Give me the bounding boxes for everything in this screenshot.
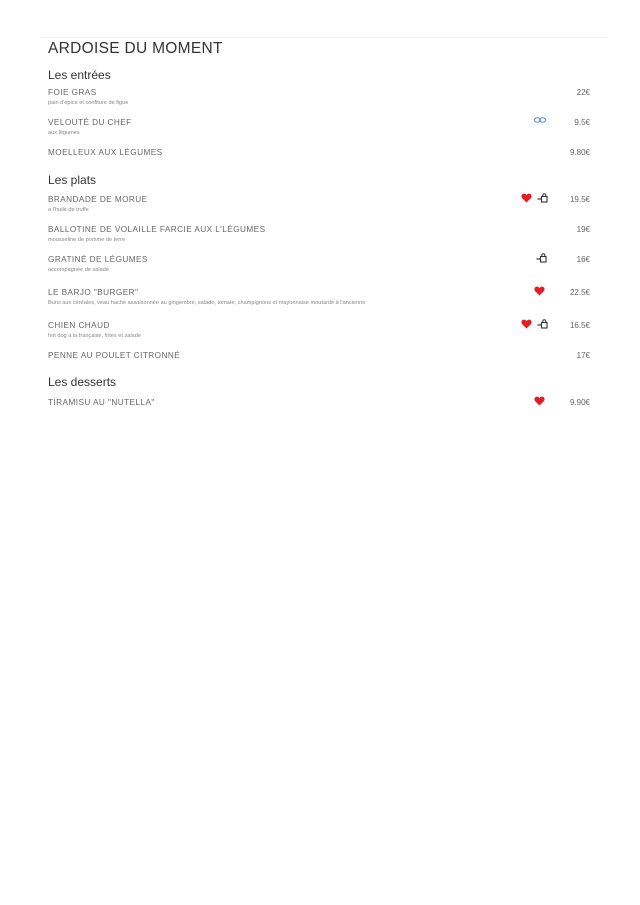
- page-title: ARDOISE DU MOMENT: [48, 40, 223, 57]
- item-name: FOIE GRAS: [48, 88, 97, 97]
- menu-item: [48, 118, 590, 142]
- section-heading-entrees: Les entrées: [48, 68, 111, 82]
- item-icons: [521, 319, 548, 329]
- item-price: 16€: [576, 255, 590, 264]
- item-name: GRATINÉ DE LÉGUMES: [48, 255, 148, 264]
- item-name: PENNE AU POULET CITRONNÉ: [48, 351, 181, 360]
- item-price: 9.5€: [574, 118, 590, 127]
- section-heading-plats: Les plats: [48, 173, 97, 187]
- heart-icon: [521, 319, 532, 329]
- menu-item: [48, 321, 590, 345]
- item-name: VELOUTÉ DU CHEF: [48, 118, 132, 127]
- heart-icon: [534, 286, 545, 296]
- item-price: 17€: [576, 351, 590, 360]
- item-description: mousseline de pomme de terre: [48, 237, 126, 243]
- item-price: 22.5€: [569, 288, 590, 297]
- menu-item: [48, 195, 590, 219]
- menu-item: [48, 148, 590, 172]
- item-icons: [521, 193, 548, 203]
- vegetarian-icon: [534, 116, 546, 124]
- item-description: a l'huile de truffe: [48, 207, 89, 213]
- takeaway-icon: [536, 253, 547, 263]
- item-price: 19€: [576, 225, 590, 234]
- item-name: BRANDADE DE MORUE: [48, 195, 148, 204]
- top-divider: [40, 37, 606, 38]
- item-icons: [534, 286, 545, 296]
- item-price: 9.90€: [569, 398, 590, 407]
- item-price: 16.5€: [569, 321, 590, 330]
- item-description: Buns aux céréales, veau haché assaisonnée au gingembre, salade, tomate, champignons et mayonnaise moutarde à l'ancienne: [48, 300, 366, 306]
- item-name: CHIEN CHAUD: [48, 321, 110, 330]
- menu-item: [48, 351, 590, 375]
- heart-icon: [521, 193, 532, 203]
- menu-item: [48, 398, 590, 422]
- item-icons: [534, 116, 546, 124]
- section-heading-desserts: Les desserts: [48, 375, 117, 389]
- takeaway-icon: [537, 319, 548, 329]
- item-description: pain d'épice et confiture de figue: [48, 100, 129, 106]
- item-icons: [534, 396, 545, 406]
- item-description: hot dog a la française, frites et salade: [48, 333, 141, 339]
- item-name: LE BARJO "BURGER": [48, 288, 139, 297]
- item-price: 22€: [576, 88, 590, 97]
- item-name: BALLOTINE DE VOLAILLE FARCIE AUX L'LÉGUMES: [48, 225, 266, 234]
- item-description: aux légumes: [48, 130, 80, 136]
- item-icons: [536, 253, 547, 263]
- item-description: accompagnée de salade: [48, 267, 109, 273]
- item-price: 19.5€: [569, 195, 590, 204]
- item-name: TIRAMISU AU "NUTELLA": [48, 398, 155, 407]
- menu-item: [48, 88, 590, 112]
- menu-item: [48, 255, 590, 279]
- menu-item: [48, 288, 590, 312]
- item-price: 9.80€: [569, 148, 590, 157]
- takeaway-icon: [537, 193, 548, 203]
- item-name: MOELLEUX AUX LÉGUMES: [48, 148, 163, 157]
- heart-icon: [534, 396, 545, 406]
- menu-item: [48, 225, 590, 249]
